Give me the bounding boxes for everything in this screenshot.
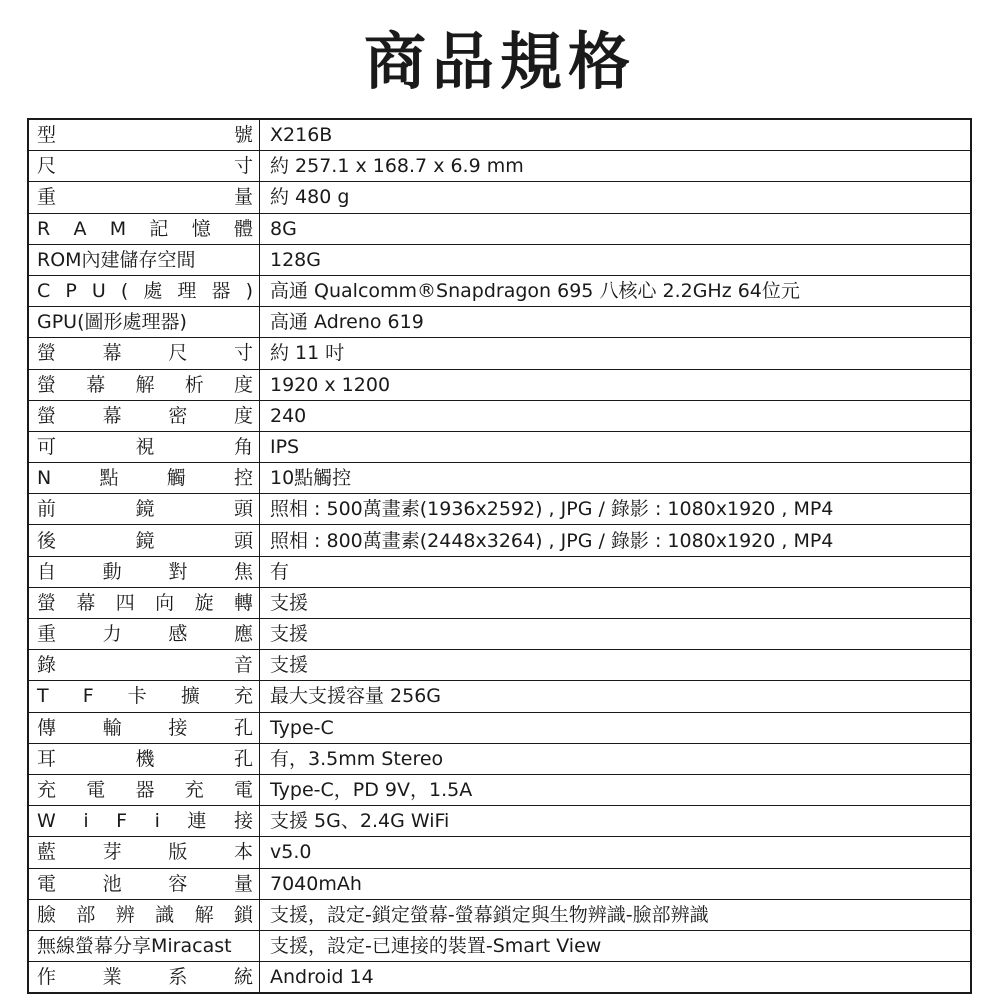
spec-label: 螢 幕 解 析 度 (37, 373, 253, 396)
spec-label: 螢 幕 尺 寸 (37, 342, 253, 365)
spec-label: 前 鏡 頭 (37, 498, 253, 521)
spec-value: 最大支援容量 256G (260, 681, 972, 712)
spec-label-cell (28, 525, 260, 556)
spec-value: 支援 (260, 650, 972, 681)
spec-label: 尺 寸 (37, 155, 253, 178)
spec-value: 7040mAh (260, 868, 972, 899)
spec-label: 傳 輸 接 孔 (37, 716, 253, 739)
spec-row (28, 962, 971, 994)
spec-value: 照相 : 800萬畫素(2448x3264) , JPG / 錄影 : 1080x1920 , MP4 (260, 525, 972, 556)
spec-label-cell (28, 275, 260, 306)
spec-table (27, 118, 972, 994)
spec-label: C P U ( 處 理 器 ) (37, 280, 253, 303)
spec-label: 充 電 器 充 電 (37, 779, 253, 802)
spec-value: 128G (260, 244, 972, 275)
spec-label: 無線螢幕分享Miracast (37, 934, 232, 957)
spec-row (28, 774, 971, 805)
spec-label-cell (28, 962, 260, 994)
spec-row (28, 119, 971, 151)
spec-value: 支援 (260, 587, 972, 618)
spec-label-cell (28, 213, 260, 244)
spec-row (28, 525, 971, 556)
spec-label: 後 鏡 頭 (37, 529, 253, 552)
spec-row (28, 182, 971, 213)
spec-label: ROM內建儲存空間 (37, 248, 196, 271)
spec-label-cell (28, 244, 260, 275)
spec-label-cell (28, 556, 260, 587)
spec-table-body (28, 119, 971, 993)
spec-label-cell (28, 899, 260, 930)
spec-label: R A M 記 憶 體 (37, 217, 253, 240)
spec-value: 1920 x 1200 (260, 369, 972, 400)
spec-value: IPS (260, 431, 972, 462)
spec-value: 支援，設定-鎖定螢幕-螢幕鎖定與生物辨識-臉部辨識 (260, 899, 972, 930)
spec-row (28, 899, 971, 930)
spec-row (28, 431, 971, 462)
spec-row (28, 275, 971, 306)
spec-label: 臉 部 辨 識 解 鎖 (37, 903, 253, 926)
spec-label-cell (28, 400, 260, 431)
spec-value: Type-C (260, 712, 972, 743)
spec-row (28, 369, 971, 400)
spec-label-cell (28, 182, 260, 213)
spec-label: 螢 幕 密 度 (37, 404, 253, 427)
spec-value: 約 11 吋 (260, 338, 972, 369)
spec-label: 電 池 容 量 (37, 872, 253, 895)
spec-label: W i F i 連 接 (37, 810, 253, 833)
spec-label-cell (28, 151, 260, 182)
spec-row (28, 806, 971, 837)
spec-label: 重 量 (37, 186, 253, 209)
spec-label-cell (28, 338, 260, 369)
spec-row (28, 837, 971, 868)
spec-label-cell (28, 743, 260, 774)
spec-row (28, 619, 971, 650)
spec-label: 作 業 系 統 (37, 966, 253, 989)
spec-label: 重 力 感 應 (37, 623, 253, 646)
spec-value: 支援 5G、2.4G WiFi (260, 806, 972, 837)
spec-value: 8G (260, 213, 972, 244)
spec-label-cell (28, 650, 260, 681)
spec-value: Android 14 (260, 962, 972, 994)
spec-label: 螢 幕 四 向 旋 轉 (37, 591, 253, 614)
spec-label-cell (28, 837, 260, 868)
spec-row (28, 712, 971, 743)
spec-label-cell (28, 587, 260, 618)
spec-label-cell (28, 619, 260, 650)
spec-value: 10點觸控 (260, 463, 972, 494)
spec-value: v5.0 (260, 837, 972, 868)
spec-row (28, 587, 971, 618)
spec-label-cell (28, 369, 260, 400)
spec-value: 高通 Qualcomm®Snapdragon 695 八核心 2.2GHz 64位元 (260, 275, 972, 306)
page-title: 商品規格 (363, 25, 636, 98)
spec-value: 約 480 g (260, 182, 972, 213)
spec-row (28, 307, 971, 338)
spec-label: 錄 音 (37, 654, 253, 677)
spec-label-cell (28, 463, 260, 494)
spec-row (28, 151, 971, 182)
spec-label: T F 卡 擴 充 (37, 685, 253, 708)
spec-row (28, 930, 971, 961)
spec-label-cell (28, 494, 260, 525)
spec-value: 照相 : 500萬畫素(1936x2592) , JPG / 錄影 : 1080x1920 , MP4 (260, 494, 972, 525)
spec-value: 240 (260, 400, 972, 431)
spec-label: 型 號 (37, 124, 253, 147)
spec-label-cell (28, 712, 260, 743)
spec-row (28, 556, 971, 587)
spec-value: Type-C，PD 9V，1.5A (260, 774, 972, 805)
spec-label-cell (28, 774, 260, 805)
spec-label-cell (28, 806, 260, 837)
spec-value: 有，3.5mm Stereo (260, 743, 972, 774)
spec-label: 藍 芽 版 本 (37, 841, 253, 864)
spec-label-cell (28, 681, 260, 712)
spec-label: N 點 觸 控 (37, 467, 253, 490)
spec-row (28, 650, 971, 681)
spec-label: GPU(圖形處理器) (37, 311, 187, 334)
spec-label-cell (28, 930, 260, 961)
spec-value: 有 (260, 556, 972, 587)
spec-row (28, 244, 971, 275)
spec-value: X216B (260, 119, 972, 151)
spec-label-cell (28, 119, 260, 151)
spec-label: 可 視 角 (37, 435, 253, 458)
spec-label-cell (28, 868, 260, 899)
spec-value: 支援 (260, 619, 972, 650)
spec-row (28, 743, 971, 774)
spec-row (28, 494, 971, 525)
spec-row (28, 338, 971, 369)
spec-row (28, 213, 971, 244)
spec-label-cell (28, 431, 260, 462)
spec-label: 自 動 對 焦 (37, 560, 253, 583)
spec-row (28, 681, 971, 712)
spec-row (28, 868, 971, 899)
spec-label: 耳 機 孔 (37, 747, 253, 770)
spec-row (28, 463, 971, 494)
spec-value: 支援，設定-已連接的裝置-Smart View (260, 930, 972, 961)
spec-value: 高通 Adreno 619 (260, 307, 972, 338)
spec-row (28, 400, 971, 431)
spec-value: 約 257.1 x 168.7 x 6.9 mm (260, 151, 972, 182)
spec-label-cell (28, 307, 260, 338)
